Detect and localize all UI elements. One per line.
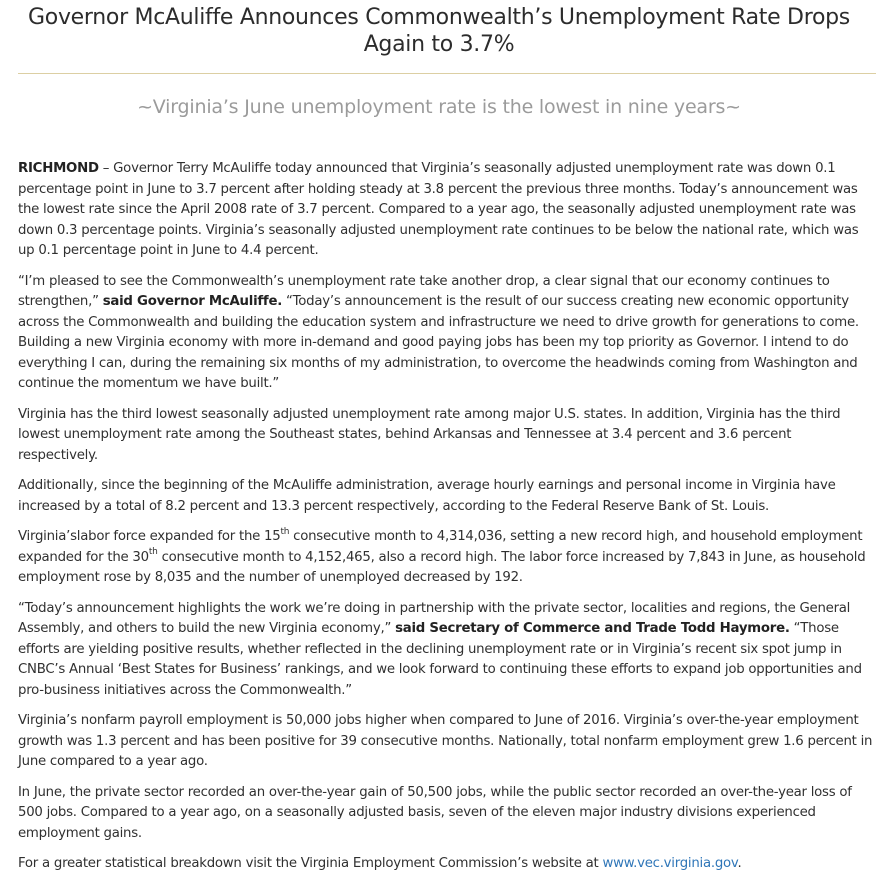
quote-part-1: “I’m pleased to see the Commonwealth’s unemployment rate take another drop, a clear signal that our economy continues to strengthen,” — [18, 273, 830, 309]
quote-part-2: “Today’s announcement is the result of our success creating new economic opportunity across the Commonwealth and building the education system and infrastructure we need to drive growth for generations to come. Building a new Virginia economy with more in-demand and good paying jobs has been my top priority as Governor. I intend to do everything I can, during the remaining six months of my administration, to overcome the headwinds coming from Washington and continue the momentum we have built.” — [18, 294, 859, 391]
page-subtitle: ~Virginia’s June unemployment rate is the lowest in nine years~ — [137, 96, 741, 118]
labor-part-2: consecutive month to 4,314,036, setting a new record high, and household employment expanded for the 30 — [18, 529, 863, 565]
paragraph-more-info — [18, 854, 874, 875]
speaker-secretary: said Secretary of Commerce and Trade Todd Haymore. — [395, 621, 790, 636]
paragraph-state-ranking: Virginia has the third lowest seasonally adjusted unemployment rate among major U.S. states. In addition, Virginia has the third lowest unemployment rate among the Southeast states, behind Arkansas and Tennessee at 3.4 percent and 3.6 percent respectively. — [18, 406, 841, 463]
ordinal-suffix: th — [280, 526, 290, 537]
title-divider — [18, 73, 876, 74]
paragraph-labor-force — [18, 527, 874, 589]
labor-part-3: consecutive month to 4,152,465, also a record high. The labor force increased by 7,843 in June, as household employment rose by 8,035 and the number of unemployed decreased by 192. — [18, 549, 866, 585]
speaker-governor: said Governor McAuliffe. — [102, 294, 283, 309]
paragraph-sector-gains: In June, the private sector recorded an over-the-year gain of 50,500 jobs, while the public sector recorded an over-the-year loss of 500 jobs. Compared to a year ago, on a seasonally adjusted basis, seven of the eleven major industry divisions experienced employment gains. — [18, 784, 852, 841]
ordinal-suffix: th — [148, 547, 158, 558]
dateline: RICHMOND — [18, 161, 99, 176]
paragraph-governor-quote — [18, 272, 874, 395]
quote-part-2: “Those efforts are yielding positive results, whether reflected in the declining unemployment rate or in Virginia’s recent six spot jump in CNBC’s Annual ‘Best States for Business’ rankings, and we look forward to continuing these efforts to expand job opportunities and pro-business initiatives across the Commonwealth.” — [18, 621, 862, 698]
quote-part-1: “Today’s announcement highlights the work we’re doing in partnership with the private sector, localities and regions, the General Assembly, and others to build the new Virginia economy,” — [18, 600, 851, 636]
more-info-end: . — [737, 856, 742, 871]
more-info-text: For a greater statistical breakdown visit the Virginia Employment Commission’s website at — [18, 856, 603, 871]
title-line-2: Again to 3.7% — [363, 32, 515, 57]
vec-website-link[interactable]: www.vec.virginia.gov — [602, 856, 738, 871]
paragraph-secretary-quote — [18, 599, 874, 702]
paragraph-intro — [18, 159, 874, 262]
paragraph-earnings: Additionally, since the beginning of the McAuliffe administration, average hourly earnings and personal income in Virginia have increased by a total of 8.2 percent and 13.3 percent respectively, according to the Federal Reserve Bank of St. Louis. — [18, 478, 836, 514]
title-line-1: Governor McAuliffe Announces Commonwealth’s Unemployment Rate Drops — [28, 5, 850, 30]
article-body — [18, 159, 874, 885]
paragraph-nonfarm-payroll: Virginia’s nonfarm payroll employment is 50,000 jobs higher when compared to June of 2016. Virginia’s over-the-year employment growth was 1.3 percent and has been positive for 39 consecutive months. Nationally, total nonfarm employment grew 1.6 percent in June compared to a year ago. — [18, 713, 873, 769]
page-title — [0, 4, 878, 58]
paragraph-intro-text: – Governor Terry McAuliffe today announced that Virginia’s seasonally adjusted unemployment rate was down 0.1 percentage point in June to 3.7 percent after holding steady at 3.8 percent the previous three months. Today’s announcement was the lowest rate since the April 2008 rate of 3.7 percent. Compared to a year ago, the seasonally adjusted unemployment rate was down 0.3 percentage points. Virginia’s seasonally adjusted unemployment rate continues to be below the national rate, which was up 0.1 percentage point in June to 4.4 percent. — [18, 161, 859, 258]
labor-part-1: Virginia’slabor force expanded for the 15 — [18, 529, 281, 544]
